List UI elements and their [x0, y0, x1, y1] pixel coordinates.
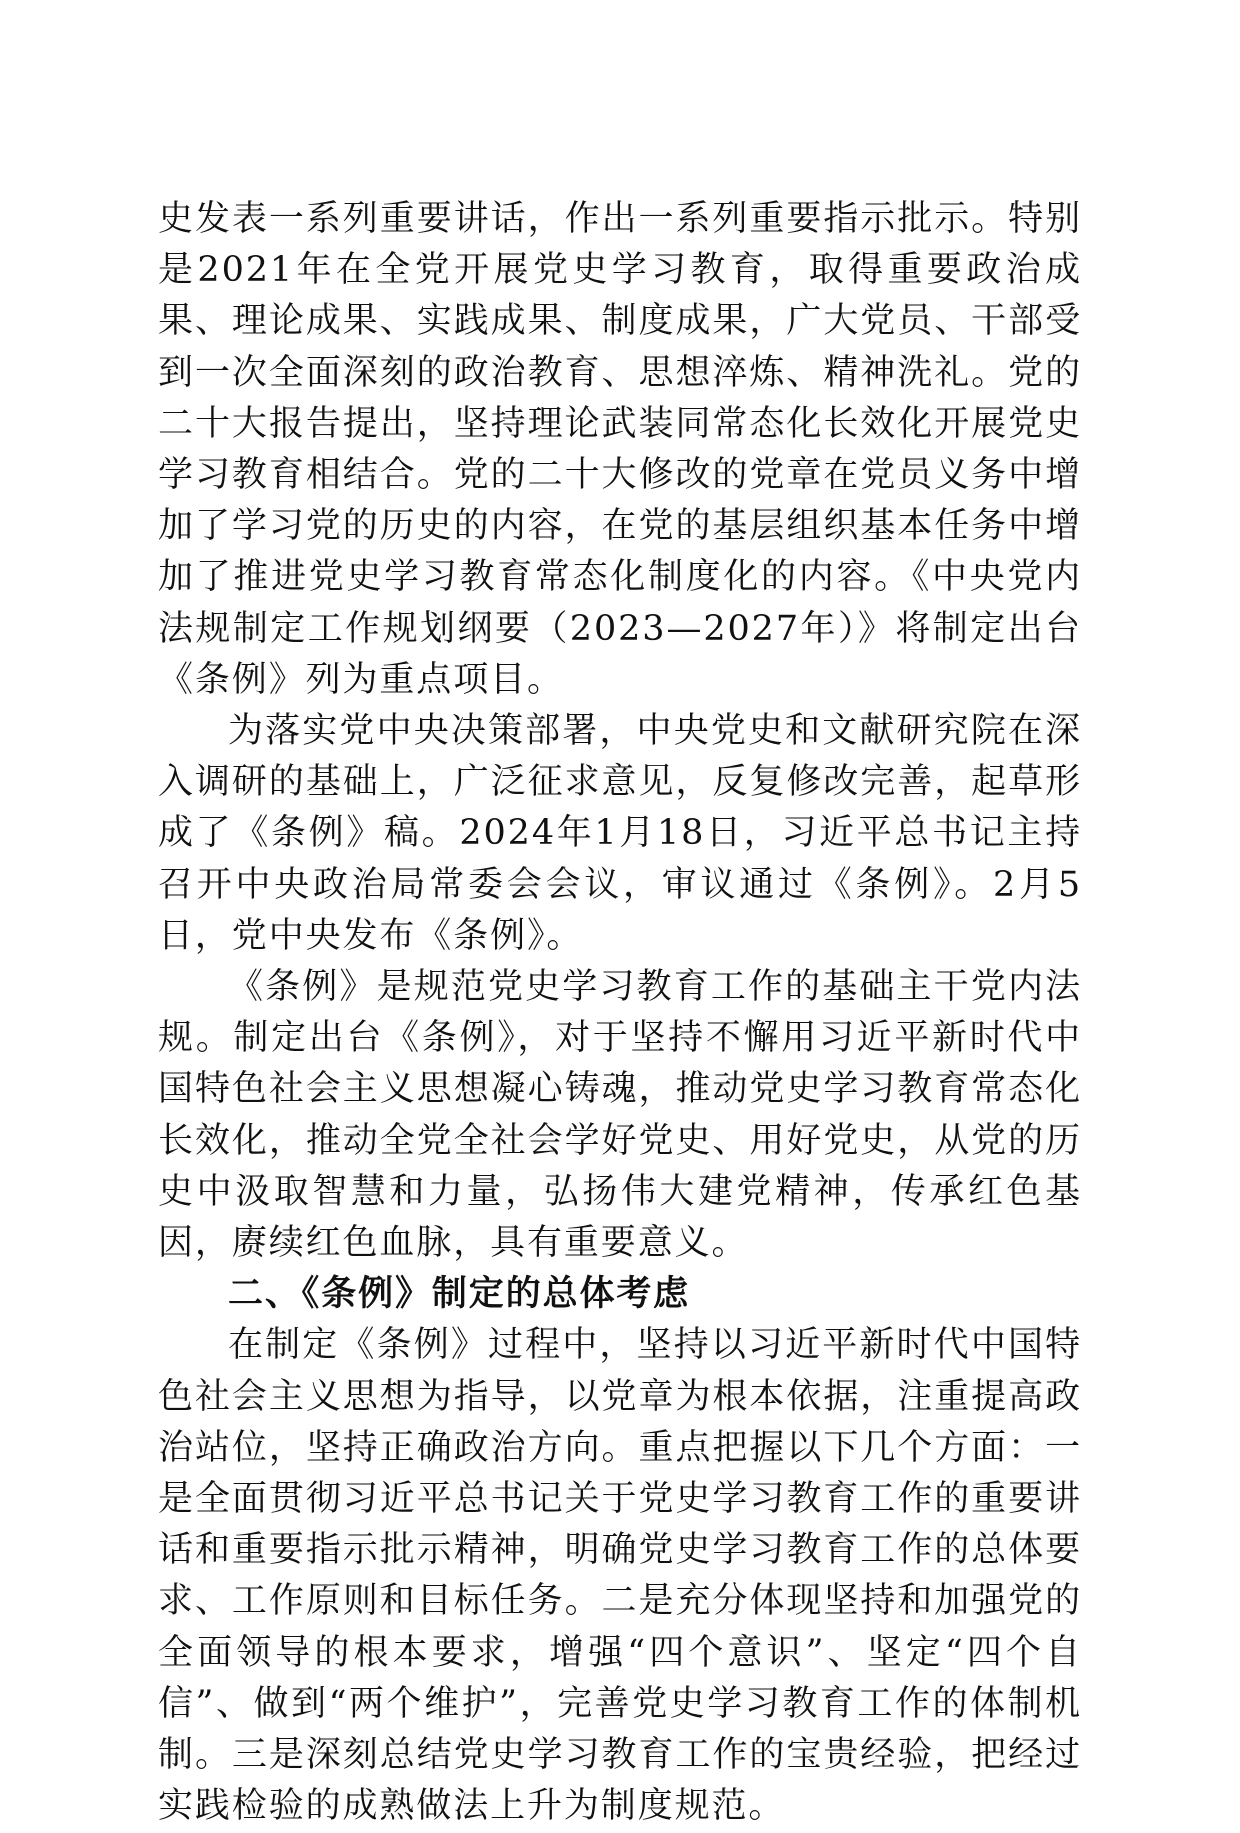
paragraph-significance: 《条例》是规范党史学习教育工作的基础主干党内法规。制定出台《条例》，对于坚持不懈用习近平新时代中国特色社会主义思想凝心铸魂，推动党史学习教育常态化长效化，推动全党全社会学好党史、用好党史，从党的历史中汲取智慧和力量，弘扬伟大建党精神，传承红色基因，赓续红色血脉，具有重要意义。 — [158, 967, 1082, 1264]
paragraph-drafting-process: 为落实党中央决策部署，中央党史和文献研究院在深入调研的基础上，广泛征求意见，反复修改完善，起草形成了《条例》稿。2024年1月18日，习近平总书记主持召开中央政治局常委会会议，审议通过《条例》。2月5日，党中央发布《条例》。 — [158, 711, 1082, 956]
paragraph-overall-considerations: 在制定《条例》过程中，坚持以习近平新时代中国特色社会主义思想为指导，以党章为根本依据，注重提高政治站位，坚持正确政治方向。重点把握以下几个方面：一是全面贯彻习近平总书记关于党史学习教育工作的重要讲话和重要指示批示精神，明确党史学习教育工作的总体要求、工作原则和目标任务。二是充分体现坚持和加强党的全面领导的根本要求，增强“四个意识”、坚定“四个自信”、做到“两个维护”，完善党史学习教育工作的体制机制。三是深刻总结党史学习教育工作的宝贵经验，把经过实践检验的成熟做法上升为制度规范。 — [158, 1325, 1082, 1827]
document-body — [158, 194, 1082, 1833]
paragraph-continuation: 史发表一系列重要讲话，作出一系列重要指示批示。特别是2021年在全党开展党史学习教育，取得重要政治成果、理论成果、实践成果、制度成果，广大党员、干部受到一次全面深刻的政治教育、思想淬炼、精神洗礼。党的二十大报告提出，坚持理论武装同常态化长效化开展党史学习教育相结合。党的二十大修改的党章在党员义务中增加了学习党的历史的内容，在党的基层组织基本任务中增加了推进党史学习教育常态化制度化的内容。《中央党内法规制定工作规划纲要（2023—2027年）》将制定出台《条例》列为重点项目。 — [158, 199, 1082, 700]
section-heading: 二、《条例》制定的总体考虑 — [228, 1274, 691, 1315]
